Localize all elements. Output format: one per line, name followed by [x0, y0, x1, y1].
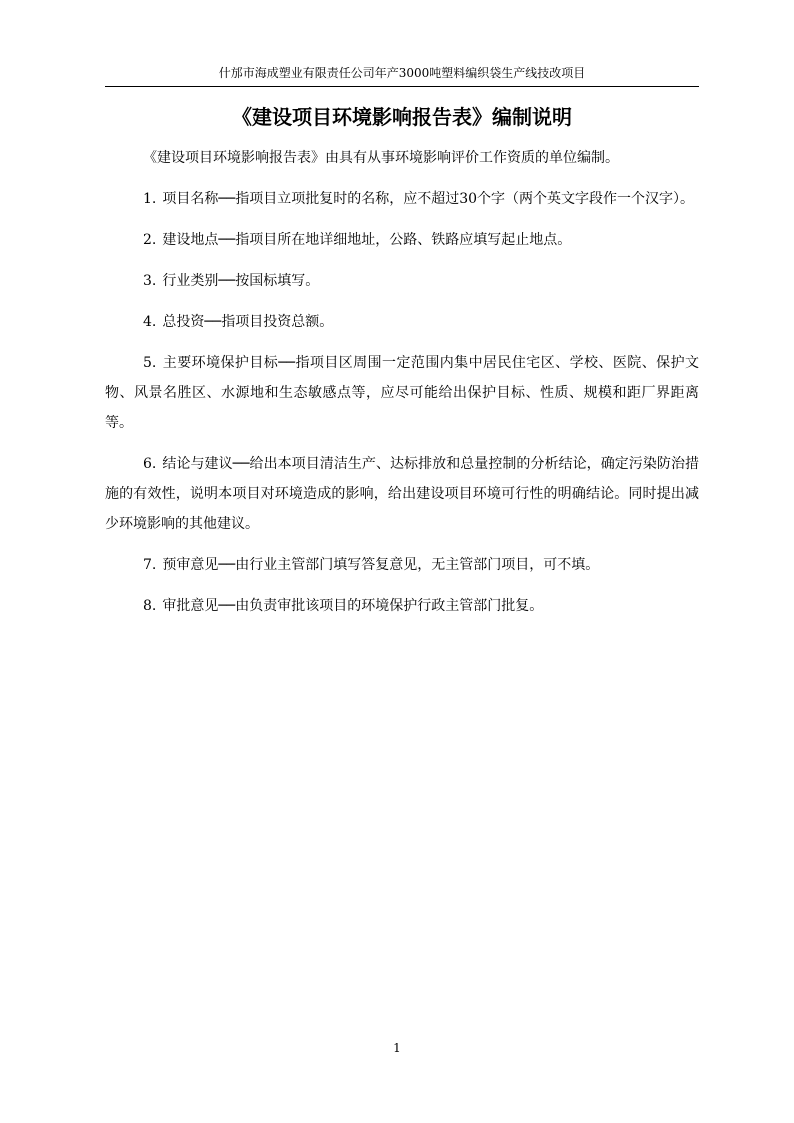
list-item-number: 2. [143, 232, 157, 248]
list-item-number: 5. [143, 355, 157, 371]
list-item-text: 审批意见──由负责审批该项目的环境保护行政主管部门批复。 [162, 598, 544, 614]
list-item [105, 591, 699, 621]
list-item [105, 348, 699, 438]
list-item-number: 4. [143, 314, 157, 330]
list-item-number: 7. [143, 557, 157, 573]
running-header: 什邡市海成塑业有限责任公司年产3000吨塑料编织袋生产线技改项目 [218, 66, 586, 80]
list-item [105, 449, 699, 539]
list-item [105, 225, 699, 255]
list-item [105, 184, 699, 214]
list-item-text: 预审意见──由行业主管部门填写答复意见，无主管部门项目，可不填。 [162, 557, 600, 573]
list-item [105, 550, 699, 580]
list-item-text: 项目名称──指项目立项批复时的名称，应不超过30个字（两个英文字段作一个汉字）。 [162, 191, 695, 207]
list-item-text: 建设地点──指项目所在地详细地址，公路、铁路应填写起止地点。 [162, 232, 572, 248]
page-number: 1 [393, 1041, 401, 1055]
header-divider [105, 86, 699, 87]
list-item-text: 行业类别──按国标填写。 [162, 273, 320, 289]
intro-paragraph: 《建设项目环境影响报告表》由具有从事环境影响评价工作资质的单位编制。 [143, 150, 619, 166]
list-item-number: 3. [143, 273, 157, 289]
list-item-number: 6. [143, 456, 157, 472]
list-item-number: 8. [143, 598, 157, 614]
document-body [105, 143, 699, 632]
list-item-number: 1. [143, 191, 157, 207]
list-item [105, 307, 699, 337]
list-item-text: 总投资──指项目投资总额。 [162, 314, 334, 330]
page-title: 《建设项目环境影响报告表》编制说明 [232, 105, 572, 129]
list-item-text: 主要环境保护目标──指项目区周围一定范围内集中居民住宅区、学校、医院、保护文物、风景名胜区、水源地和生态敏感点等，应尽可能给出保护目标、性质、规模和距厂界距离等。 [105, 355, 699, 431]
list-item-text: 结论与建议──给出本项目清洁生产、达标排放和总量控制的分析结论，确定污染防治措施的有效性，说明本项目对环境造成的影响，给出建设项目环境可行性的明确结论。同时提出减少环境影响的其他建议。 [105, 456, 699, 532]
list-item [105, 266, 699, 296]
